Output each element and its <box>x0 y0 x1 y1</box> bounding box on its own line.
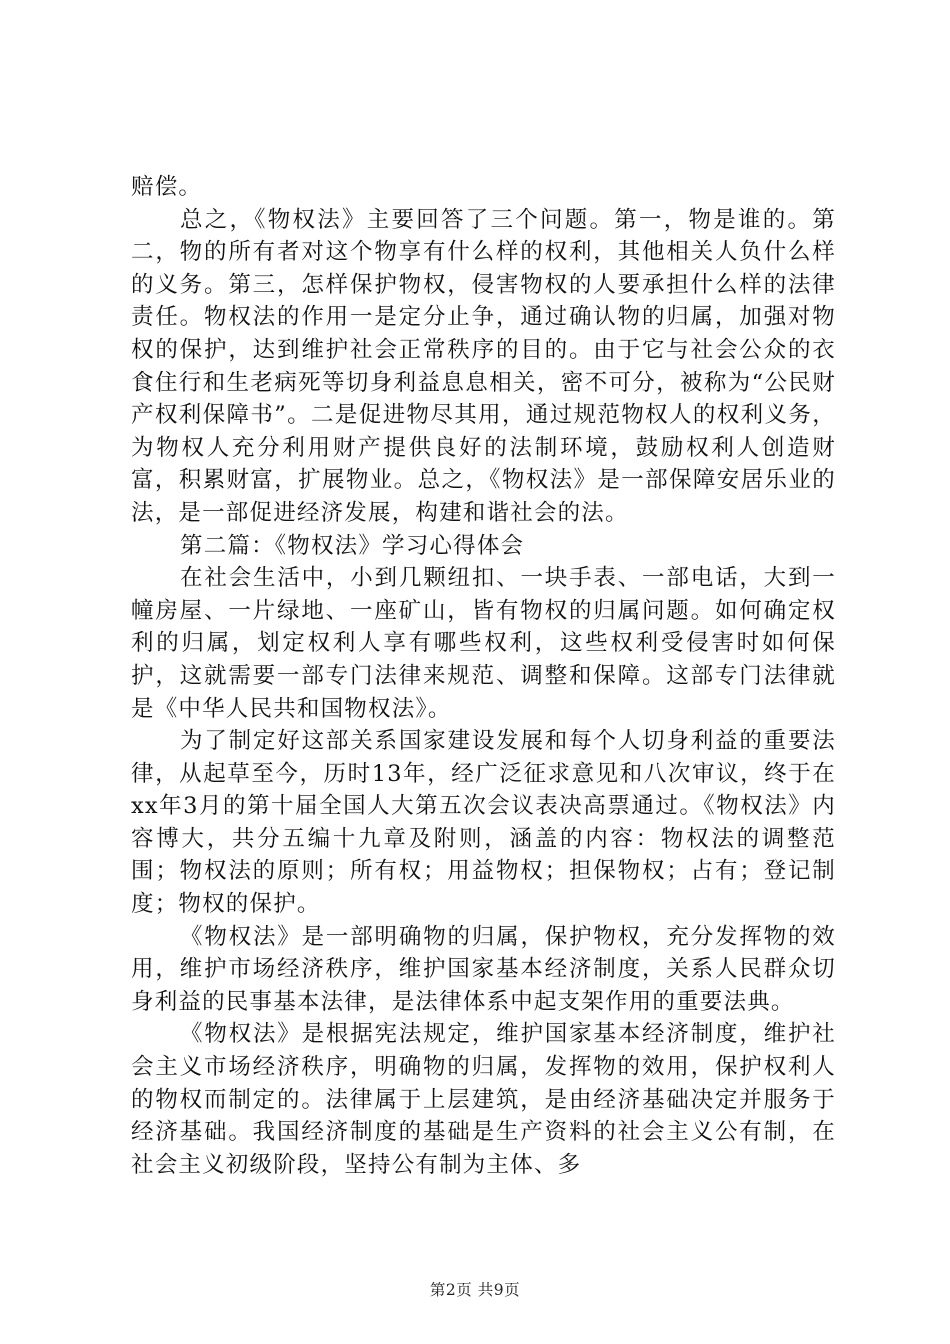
paragraph-drafting: 为了制定好这部关系国家建设发展和每个人切身利益的重要法律，从起草至今，历时13年，经广泛征求意见和八次审议，终于在xx年3月的第十届全国人大第五次会议表决高票通过。《物权法》内容博大，共分五编十九章及附则，涵盖的内容：物权法的调整范围；物权法的原则；所有权；用益物权；担保物权；占有；登记制度；物权的保护。 <box>131 728 836 918</box>
paragraph-definition: 《物权法》是一部明确物的归属，保护物权，充分发挥物的效用，维护市场经济秩序，维护国家基本经济制度，关系人民群众切身利益的民事基本法律，是法律体系中起支架作用的重要法典。 <box>131 923 836 1015</box>
paragraph-summary: 总之，《物权法》主要回答了三个问题。第一，物是谁的。第二，物的所有者对这个物享有什么样的权利，其他相关人负什么样的义务。第三，怎样保护物权，侵害物权的人要承担什么样的法律责任。物权法的作用一是定分止争，通过确认物的归属，加强对物权的保护，达到维护社会正常秩序的目的。由于它与社会公众的衣食住行和生老病死等切身利益息息相关，密不可分，被称为“公民财产权利保障书”。二是促进物尽其用，通过规范物权人的权利义务，为物权人充分利用财产提供良好的法制环境，鼓励权利人创造财富，积累财富，扩展物业。总之，《物权法》是一部保障安居乐业的法，是一部促进经济发展，构建和谐社会的法。 <box>131 206 836 526</box>
page-footer: 第2页 共9页 <box>429 1281 521 1299</box>
section-heading: 第二篇：《物权法》学习心得体会 <box>180 532 525 559</box>
document-body <box>131 171 836 1181</box>
paragraph-continuation: 赔偿。 <box>131 174 203 200</box>
paragraph-intro: 在社会生活中，小到几颗纽扣、一块手表、一部电话，大到一幢房屋、一片绿地、一座矿山，皆有物权的归属问题。如何确定权利的归属，划定权利人享有哪些权利，这些权利受侵害时如何保护，这就需要一部专门法律来规范、调整和保障。这部专门法律就是《中华人民共和国物权法》。 <box>131 565 836 722</box>
paragraph-constitution: 《物权法》是根据宪法规定，维护国家基本经济制度，维护社会主义市场经济秩序，明确物的归属，发挥物的效用，保护权利人的物权而制定的。法律属于上层建筑，是由经济基础决定并服务于经济基础。我国经济制度的基础是生产资料的社会主义公有制，在社会主义初级阶段，坚持公有制为主体、多 <box>131 1021 836 1178</box>
